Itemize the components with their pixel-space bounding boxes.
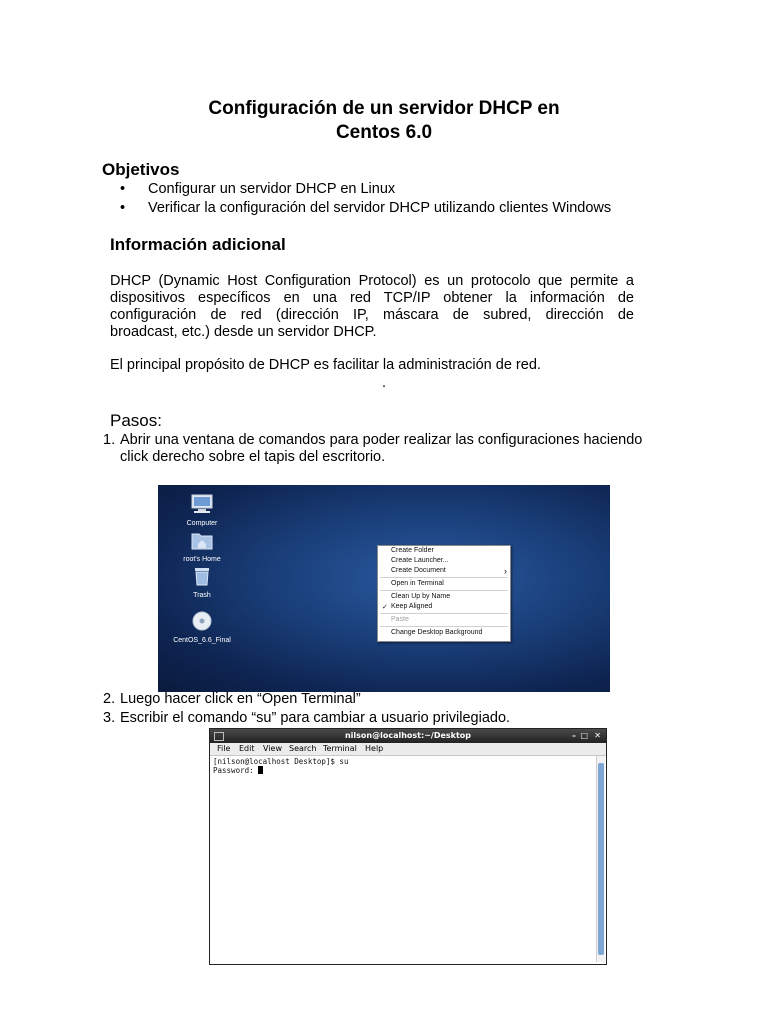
terminal-menubar bbox=[210, 743, 606, 756]
terminal-title: nilson@localhost:~/Desktop bbox=[344, 731, 472, 740]
bullet-icon: • bbox=[120, 200, 126, 216]
desktop-icon-label: Computer bbox=[186, 520, 218, 527]
home-folder-icon bbox=[189, 530, 215, 550]
menu-help[interactable]: Help bbox=[365, 744, 384, 753]
step-text: Abrir una ventana de comandos para poder realizar las configuraciones haciendo bbox=[120, 432, 643, 448]
desktop-icon-computer[interactable] bbox=[167, 494, 237, 528]
terminal-app-icon bbox=[214, 732, 224, 741]
step-1 bbox=[103, 432, 642, 449]
text-cursor bbox=[258, 766, 263, 774]
info-line: dispositivos específicos en una red TCP/IP obtener la información de bbox=[110, 290, 634, 306]
menu-item-keep-aligned[interactable]: Keep Aligned bbox=[391, 603, 433, 610]
menu-view[interactable]: View bbox=[263, 744, 282, 753]
terminal-screenshot bbox=[209, 728, 607, 965]
desktop-icon-label: root's Home bbox=[183, 556, 221, 563]
step-text: Luego hacer click en “Open Terminal” bbox=[120, 691, 361, 707]
step-number: 2. bbox=[103, 691, 116, 707]
menu-file[interactable]: File bbox=[217, 744, 231, 753]
info-paragraph bbox=[110, 273, 634, 341]
check-icon: ✓ bbox=[382, 604, 388, 611]
disc-icon bbox=[189, 611, 215, 631]
desktop-icon-home[interactable] bbox=[167, 530, 237, 564]
menu-separator bbox=[380, 577, 508, 578]
info-heading: Información adicional bbox=[110, 235, 286, 254]
step-text: Escribir el comando “su” para cambiar a usuario privilegiado. bbox=[120, 710, 511, 726]
terminal-scrollbar[interactable] bbox=[596, 756, 605, 962]
desktop-icon-trash[interactable] bbox=[167, 566, 237, 600]
document-title-line1: Configuración de un servidor DHCP en bbox=[208, 98, 560, 119]
terminal-line bbox=[213, 766, 593, 775]
menu-edit[interactable]: Edit bbox=[239, 744, 255, 753]
desktop-screenshot bbox=[158, 485, 610, 692]
menu-item-change-background[interactable]: Change Desktop Background bbox=[391, 629, 483, 636]
document-title-line2: Centos 6.0 bbox=[335, 122, 433, 143]
menu-separator bbox=[380, 590, 508, 591]
info-line: DHCP (Dynamic Host Configuration Protocol) es un protocolo que permite a bbox=[110, 273, 634, 289]
submenu-arrow-icon: › bbox=[504, 566, 507, 576]
terminal-titlebar[interactable] bbox=[210, 729, 606, 743]
menu-item-open-terminal[interactable]: Open in Terminal bbox=[391, 580, 444, 587]
bullet-icon: • bbox=[120, 181, 126, 197]
scrollbar-thumb[interactable] bbox=[598, 763, 604, 955]
purpose-paragraph: El principal propósito de DHCP es facilitar la administración de red. bbox=[110, 357, 541, 373]
steps-heading: Pasos: bbox=[110, 411, 162, 430]
objective-item bbox=[120, 199, 611, 218]
step-number: 3. bbox=[103, 710, 116, 726]
computer-icon bbox=[189, 494, 215, 514]
menu-item-create-document[interactable]: Create Document bbox=[391, 567, 446, 574]
terminal-output[interactable] bbox=[213, 757, 593, 957]
step-1-continuation: click derecho sobre el tapis del escritorio. bbox=[120, 449, 386, 465]
menu-separator bbox=[380, 626, 508, 627]
menu-terminal[interactable]: Terminal bbox=[323, 744, 357, 753]
objective-text: Configurar un servidor DHCP en Linux bbox=[148, 181, 396, 197]
menu-search[interactable]: Search bbox=[289, 744, 317, 753]
close-icon[interactable]: ✕ bbox=[594, 731, 601, 740]
info-line: broadcast, etc.) desde un servidor DHCP. bbox=[110, 324, 377, 340]
trash-icon bbox=[189, 566, 215, 586]
objective-text: Verificar la configuración del servidor DHCP utilizando clientes Windows bbox=[148, 200, 612, 216]
menu-item-paste: Paste bbox=[391, 616, 409, 623]
terminal-line: [nilson@localhost Desktop]$ su bbox=[213, 757, 349, 766]
objectives-list bbox=[120, 180, 611, 218]
password-prompt: Password: bbox=[213, 766, 259, 775]
context-menu bbox=[377, 545, 511, 642]
desktop-icon-label: CentOS_6.6_Final bbox=[173, 637, 231, 644]
objective-item bbox=[120, 180, 611, 199]
desktop-icon-label: Trash bbox=[193, 592, 211, 599]
step-3 bbox=[103, 710, 510, 727]
desktop-icon-cdrom[interactable] bbox=[167, 611, 237, 645]
info-line: configuración de red (dirección IP, máscara de subred, dirección de bbox=[110, 307, 634, 323]
objectives-heading: Objetivos bbox=[102, 160, 180, 179]
menu-item-create-launcher[interactable]: Create Launcher... bbox=[391, 557, 449, 564]
step-number: 1. bbox=[103, 432, 116, 448]
stray-period: . bbox=[382, 375, 387, 391]
menu-item-create-folder[interactable]: Create Folder bbox=[391, 547, 434, 554]
step-2 bbox=[103, 691, 361, 708]
maximize-icon[interactable]: □ bbox=[580, 731, 588, 740]
minimize-icon[interactable]: – bbox=[572, 731, 576, 740]
menu-item-clean-up[interactable]: Clean Up by Name bbox=[391, 593, 451, 600]
menu-separator bbox=[380, 613, 508, 614]
